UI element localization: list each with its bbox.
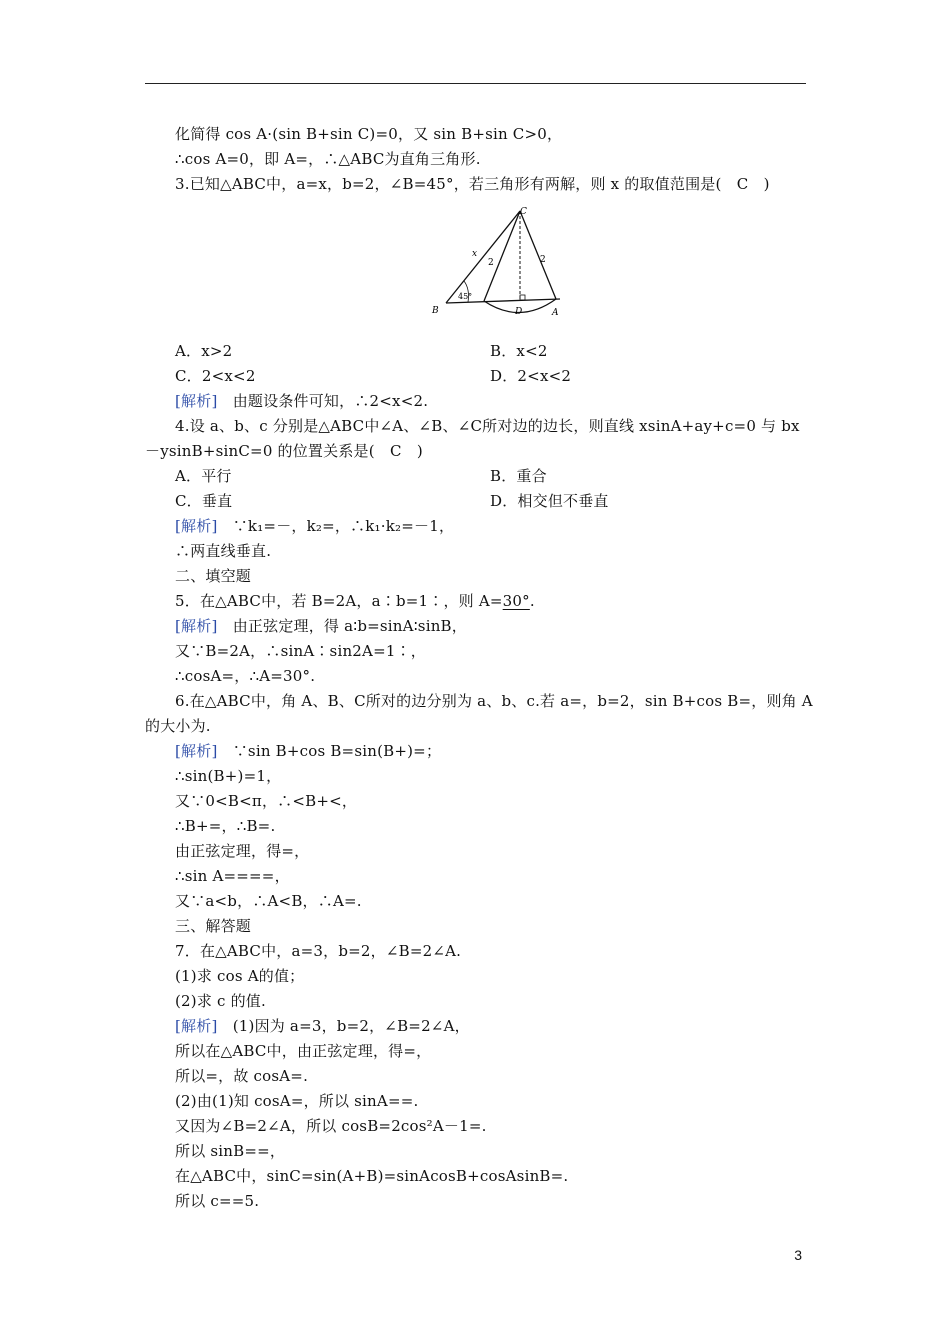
side-2-right bbox=[520, 211, 556, 299]
text-line: 由正弦定理，得=， bbox=[175, 842, 310, 860]
option-d: D．相交但不垂直 bbox=[490, 492, 609, 510]
analysis-text: ∵sin B+cos B=sin(B+)=； bbox=[232, 742, 442, 760]
analysis-text: 由正弦定理，得 a∶b=sinA∶sinB， bbox=[232, 617, 467, 635]
text-line: (2)由(1)知 cosA=，所以 sinA==. bbox=[175, 1092, 419, 1110]
analysis-line bbox=[175, 391, 428, 411]
question-7: 7．在△ABC中，a=3，b=2，∠B=2∠A. bbox=[175, 942, 462, 960]
text-line: ∴sin(B+)=1， bbox=[175, 767, 282, 785]
label-c: C bbox=[520, 207, 527, 217]
option-c: C．2<x<2 bbox=[175, 367, 256, 385]
option-a: A．平行 bbox=[175, 467, 232, 485]
section-heading: 二、填空题 bbox=[175, 567, 252, 585]
label-angle: 45° bbox=[458, 292, 473, 301]
option-d: D．2<x<2 bbox=[490, 367, 572, 385]
question-7-part1: (1)求 cos A的值； bbox=[175, 967, 305, 985]
q5-text: 5．在△ABC中，若 B=2A，a∶b=1∶，则 A= bbox=[175, 592, 503, 610]
triangle-figure bbox=[428, 203, 568, 318]
question-7-part2: (2)求 c 的值. bbox=[175, 992, 266, 1010]
analysis-line bbox=[175, 616, 467, 636]
page-number: 3 bbox=[794, 1247, 802, 1263]
q5-answer: 30° bbox=[502, 592, 530, 610]
text-line: 所以 sinB==， bbox=[175, 1142, 286, 1160]
question-6-cont: 的大小为. bbox=[145, 717, 211, 735]
text-line: 又∵a<b，∴A<B，∴A=. bbox=[175, 892, 362, 910]
analysis-text: ∵k₁=－，k₂=，∴k₁·k₂=－1， bbox=[232, 517, 455, 535]
option-b: B．x<2 bbox=[490, 342, 548, 360]
side-2-left bbox=[484, 211, 520, 301]
analysis-tag: [解析] bbox=[175, 742, 218, 760]
question-4: 4.设 a、b、c 分别是△ABC中∠A、∠B、∠C所对边的边长，则直线 xsinA+ay+c=0 与 bx bbox=[175, 417, 800, 435]
label-x: x bbox=[472, 249, 478, 259]
text-line: 又因为∠B=2∠A，所以 cosB=2cos²A－1=. bbox=[175, 1117, 487, 1135]
question-4-cont: －ysinB+sinC=0 的位置关系是( C ) bbox=[145, 442, 423, 460]
label-side2: 2 bbox=[540, 255, 546, 265]
text-line: 所以=，故 cosA=. bbox=[175, 1067, 309, 1085]
analysis-tag: [解析] bbox=[175, 1017, 218, 1035]
question-3: 3.已知△ABC中，a=x，b=2，∠B=45°，若三角形有两解，则 x 的取值范围是( C ) bbox=[175, 175, 770, 193]
label-side1: 2 bbox=[488, 258, 494, 268]
text-line: ∴sin A====， bbox=[175, 867, 290, 885]
text-line: ∴两直线垂直. bbox=[175, 542, 272, 560]
analysis-line bbox=[175, 741, 441, 761]
label-d: D bbox=[515, 307, 523, 317]
text-line: ∴B+=，∴B=. bbox=[175, 817, 276, 835]
option-a: A．x>2 bbox=[175, 342, 233, 360]
label-b: B bbox=[432, 306, 439, 316]
analysis-tag: [解析] bbox=[175, 617, 218, 635]
right-angle-mark bbox=[520, 295, 525, 300]
side-x bbox=[446, 211, 520, 303]
analysis-tag: [解析] bbox=[175, 517, 218, 535]
label-a: A bbox=[552, 308, 559, 318]
text-line: 所以在△ABC中，由正弦定理，得=， bbox=[175, 1042, 432, 1060]
analysis-text: 由题设条件可知，∴2<x<2. bbox=[232, 392, 429, 410]
text-line: 在△ABC中，sinC=sin(A+B)=sinAcosB+cosAsinB=. bbox=[175, 1167, 569, 1185]
text-line: ∴cosA=，∴A=30°. bbox=[175, 667, 316, 685]
text-line: 所以 c==5. bbox=[175, 1192, 260, 1210]
option-c: C．垂直 bbox=[175, 492, 233, 510]
text-line: ∴cos A=0，即 A=，∴△ABC为直角三角形. bbox=[175, 150, 481, 168]
section-heading: 三、解答题 bbox=[175, 917, 252, 935]
question-6: 6.在△ABC中，角 A、B、C所对的边分别为 a、b、c.若 a=，b=2，sin B+cos B=，则角 A bbox=[175, 692, 813, 710]
analysis-tag: [解析] bbox=[175, 392, 218, 410]
analysis-text: (1)因为 a=3，b=2，∠B=2∠A， bbox=[232, 1017, 470, 1035]
header-rule bbox=[145, 83, 806, 84]
option-b: B．重合 bbox=[490, 467, 547, 485]
analysis-line bbox=[175, 516, 454, 536]
analysis-line bbox=[175, 1016, 470, 1036]
q5-end: . bbox=[529, 592, 535, 610]
text-line: 又∵B=2A，∴sinA∶sin2A=1∶， bbox=[175, 642, 426, 660]
text-line: 又∵0<B<π，∴<B+<， bbox=[175, 792, 358, 810]
text-line: 化简得 cos A·(sin B+sin C)=0，又 sin B+sin C>0， bbox=[175, 125, 563, 143]
question-5 bbox=[175, 591, 535, 611]
